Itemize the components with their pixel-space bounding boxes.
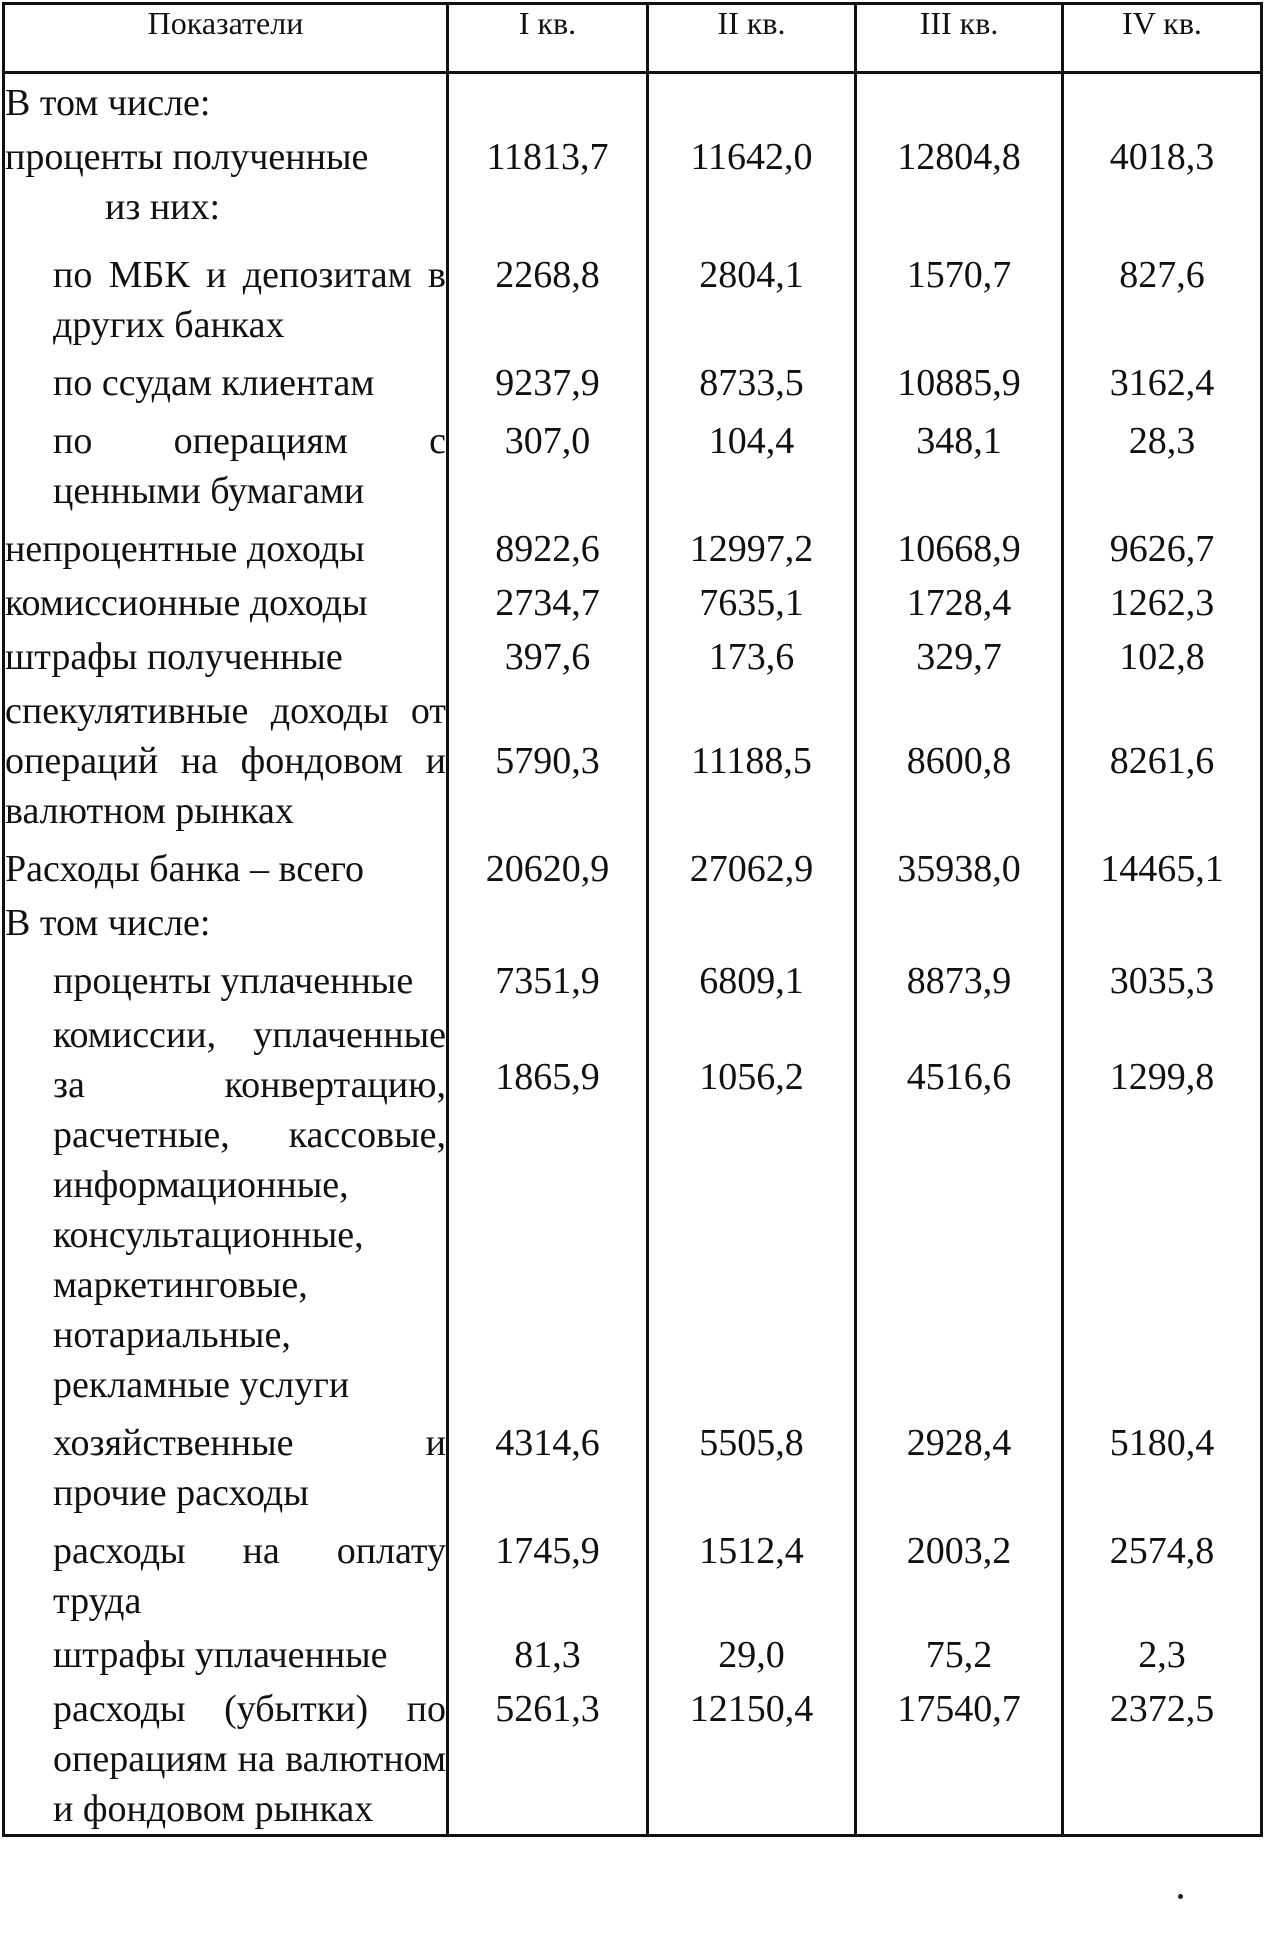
- table-row: [4, 516, 1262, 574]
- table-row: [4, 1518, 1262, 1626]
- value-q3: [856, 73, 1063, 129]
- value-q2: 1056,2: [648, 1006, 856, 1410]
- value-q2: [648, 73, 856, 129]
- row-label-text: по МБК и депозитам в других банках: [53, 254, 446, 346]
- row-label-text: расходы (убытки) по операциям на валютном и фондовом рынках: [53, 1688, 446, 1830]
- value-q4: 102,8: [1063, 628, 1262, 682]
- value-q1: [448, 894, 648, 948]
- row-label: [4, 682, 448, 836]
- table-row: [4, 948, 1262, 1006]
- value-q2: [648, 182, 856, 232]
- row-label-text: проценты полученные: [5, 136, 369, 178]
- value-q2: 2804,1: [648, 232, 856, 350]
- row-label-text: непроцентные доходы: [5, 528, 365, 570]
- row-label-text: комиссионные доходы: [5, 582, 368, 624]
- value-q1: 2734,7: [448, 574, 648, 628]
- row-label: [4, 1410, 448, 1518]
- value-q2: [648, 894, 856, 948]
- value-q2: 29,0: [648, 1626, 856, 1680]
- row-label: [4, 948, 448, 1006]
- table-header-row: [4, 4, 1262, 73]
- value-q2: 12150,4: [648, 1680, 856, 1836]
- value-q3: 12804,8: [856, 128, 1063, 182]
- header-q4: IV кв.: [1063, 4, 1262, 73]
- row-label-text: спекулятивные доходы от операций на фондовом и валютном рынках: [5, 690, 446, 832]
- value-q1: 2268,8: [448, 232, 648, 350]
- table-row: [4, 682, 1262, 836]
- table-row: [4, 408, 1262, 516]
- value-q4: 8261,6: [1063, 682, 1262, 836]
- row-label: [4, 182, 448, 232]
- value-q1: [448, 73, 648, 129]
- row-label: [4, 350, 448, 408]
- value-q3: 1728,4: [856, 574, 1063, 628]
- value-q2: 11188,5: [648, 682, 856, 836]
- value-q1: 9237,9: [448, 350, 648, 408]
- row-label: [4, 73, 448, 129]
- row-label: [4, 128, 448, 182]
- print-speck: [1178, 1894, 1183, 1899]
- value-q1: 5790,3: [448, 682, 648, 836]
- value-q4: 5180,4: [1063, 1410, 1262, 1518]
- value-q2: 6809,1: [648, 948, 856, 1006]
- value-q3: 10668,9: [856, 516, 1063, 574]
- header-q1: I кв.: [448, 4, 648, 73]
- row-label: [4, 836, 448, 894]
- row-label: [4, 1626, 448, 1680]
- value-q2: 5505,8: [648, 1410, 856, 1518]
- table-row: [4, 350, 1262, 408]
- table-row: [4, 1410, 1262, 1518]
- row-label: [4, 1680, 448, 1836]
- value-q4: 14465,1: [1063, 836, 1262, 894]
- value-q1: 1865,9: [448, 1006, 648, 1410]
- row-label-text: В том числе:: [5, 902, 211, 944]
- table-row: [4, 1006, 1262, 1410]
- value-q3: 329,7: [856, 628, 1063, 682]
- bank-income-expense-table: [2, 2, 1263, 1837]
- value-q4: 1299,8: [1063, 1006, 1262, 1410]
- value-q3: 2928,4: [856, 1410, 1063, 1518]
- value-q1: [448, 182, 648, 232]
- value-q2: 173,6: [648, 628, 856, 682]
- value-q4: 2574,8: [1063, 1518, 1262, 1626]
- value-q4: [1063, 894, 1262, 948]
- value-q4: 1262,3: [1063, 574, 1262, 628]
- table-row: [4, 894, 1262, 948]
- value-q4: 2,3: [1063, 1626, 1262, 1680]
- value-q1: 4314,6: [448, 1410, 648, 1518]
- value-q2: 11642,0: [648, 128, 856, 182]
- value-q3: 17540,7: [856, 1680, 1063, 1836]
- value-q4: [1063, 182, 1262, 232]
- row-label-text: штрафы полученные: [5, 636, 343, 678]
- row-label: [4, 408, 448, 516]
- value-q1: 20620,9: [448, 836, 648, 894]
- row-label-text: по ссудам клиентам: [53, 362, 375, 404]
- value-q2: 104,4: [648, 408, 856, 516]
- value-q1: 11813,7: [448, 128, 648, 182]
- row-label-text: по операциям с ценными бумагами: [53, 420, 446, 512]
- row-label-text: из них:: [105, 186, 221, 228]
- table-body: [4, 73, 1262, 1836]
- value-q3: 348,1: [856, 408, 1063, 516]
- value-q2: 8733,5: [648, 350, 856, 408]
- value-q4: 2372,5: [1063, 1680, 1262, 1836]
- value-q3: 8600,8: [856, 682, 1063, 836]
- row-label: [4, 1006, 448, 1410]
- value-q3: 1570,7: [856, 232, 1063, 350]
- value-q2: 1512,4: [648, 1518, 856, 1626]
- row-label: [4, 232, 448, 350]
- value-q3: 4516,6: [856, 1006, 1063, 1410]
- table-row: [4, 1626, 1262, 1680]
- table-row: [4, 628, 1262, 682]
- value-q3: [856, 894, 1063, 948]
- value-q3: 10885,9: [856, 350, 1063, 408]
- value-q4: 9626,7: [1063, 516, 1262, 574]
- header-indicators: Показатели: [4, 4, 448, 73]
- value-q4: 3162,4: [1063, 350, 1262, 408]
- row-label-text: Расходы банка – всего: [5, 848, 365, 890]
- value-q3: 2003,2: [856, 1518, 1063, 1626]
- value-q1: 8922,6: [448, 516, 648, 574]
- table-row: [4, 182, 1262, 232]
- table-row: [4, 73, 1262, 129]
- row-label-text: проценты уплаченные: [53, 960, 414, 1002]
- row-label: [4, 894, 448, 948]
- value-q4: [1063, 73, 1262, 129]
- value-q1: 397,6: [448, 628, 648, 682]
- value-q3: 8873,9: [856, 948, 1063, 1006]
- table-row: [4, 128, 1262, 182]
- row-label: [4, 628, 448, 682]
- value-q2: 7635,1: [648, 574, 856, 628]
- value-q4: 28,3: [1063, 408, 1262, 516]
- value-q3: 35938,0: [856, 836, 1063, 894]
- row-label: [4, 516, 448, 574]
- value-q2: 27062,9: [648, 836, 856, 894]
- value-q2: 12997,2: [648, 516, 856, 574]
- table-row: [4, 1680, 1262, 1836]
- row-label: [4, 574, 448, 628]
- table-row: [4, 836, 1262, 894]
- table-row: [4, 574, 1262, 628]
- value-q4: 3035,3: [1063, 948, 1262, 1006]
- value-q1: 5261,3: [448, 1680, 648, 1836]
- value-q1: 81,3: [448, 1626, 648, 1680]
- value-q4: 4018,3: [1063, 128, 1262, 182]
- header-q3: III кв.: [856, 4, 1063, 73]
- value-q1: 307,0: [448, 408, 648, 516]
- value-q4: 827,6: [1063, 232, 1262, 350]
- row-label-text: штрафы уплаченные: [53, 1634, 388, 1676]
- row-label-text: расходы на оплату труда: [53, 1530, 446, 1622]
- value-q3: 75,2: [856, 1626, 1063, 1680]
- value-q1: 7351,9: [448, 948, 648, 1006]
- row-label: [4, 1518, 448, 1626]
- value-q3: [856, 182, 1063, 232]
- value-q1: 1745,9: [448, 1518, 648, 1626]
- row-label-text: хозяйственные и прочие расходы: [53, 1422, 446, 1514]
- table-row: [4, 232, 1262, 350]
- row-label-text: В том числе:: [5, 82, 211, 124]
- header-q2: II кв.: [648, 4, 856, 73]
- row-label-text: комиссии, уплаченные за конвертацию, расчетные, кассовые, информационные, консультационные, маркетинговые, нотариальные, рекламные услуги: [53, 1014, 446, 1406]
